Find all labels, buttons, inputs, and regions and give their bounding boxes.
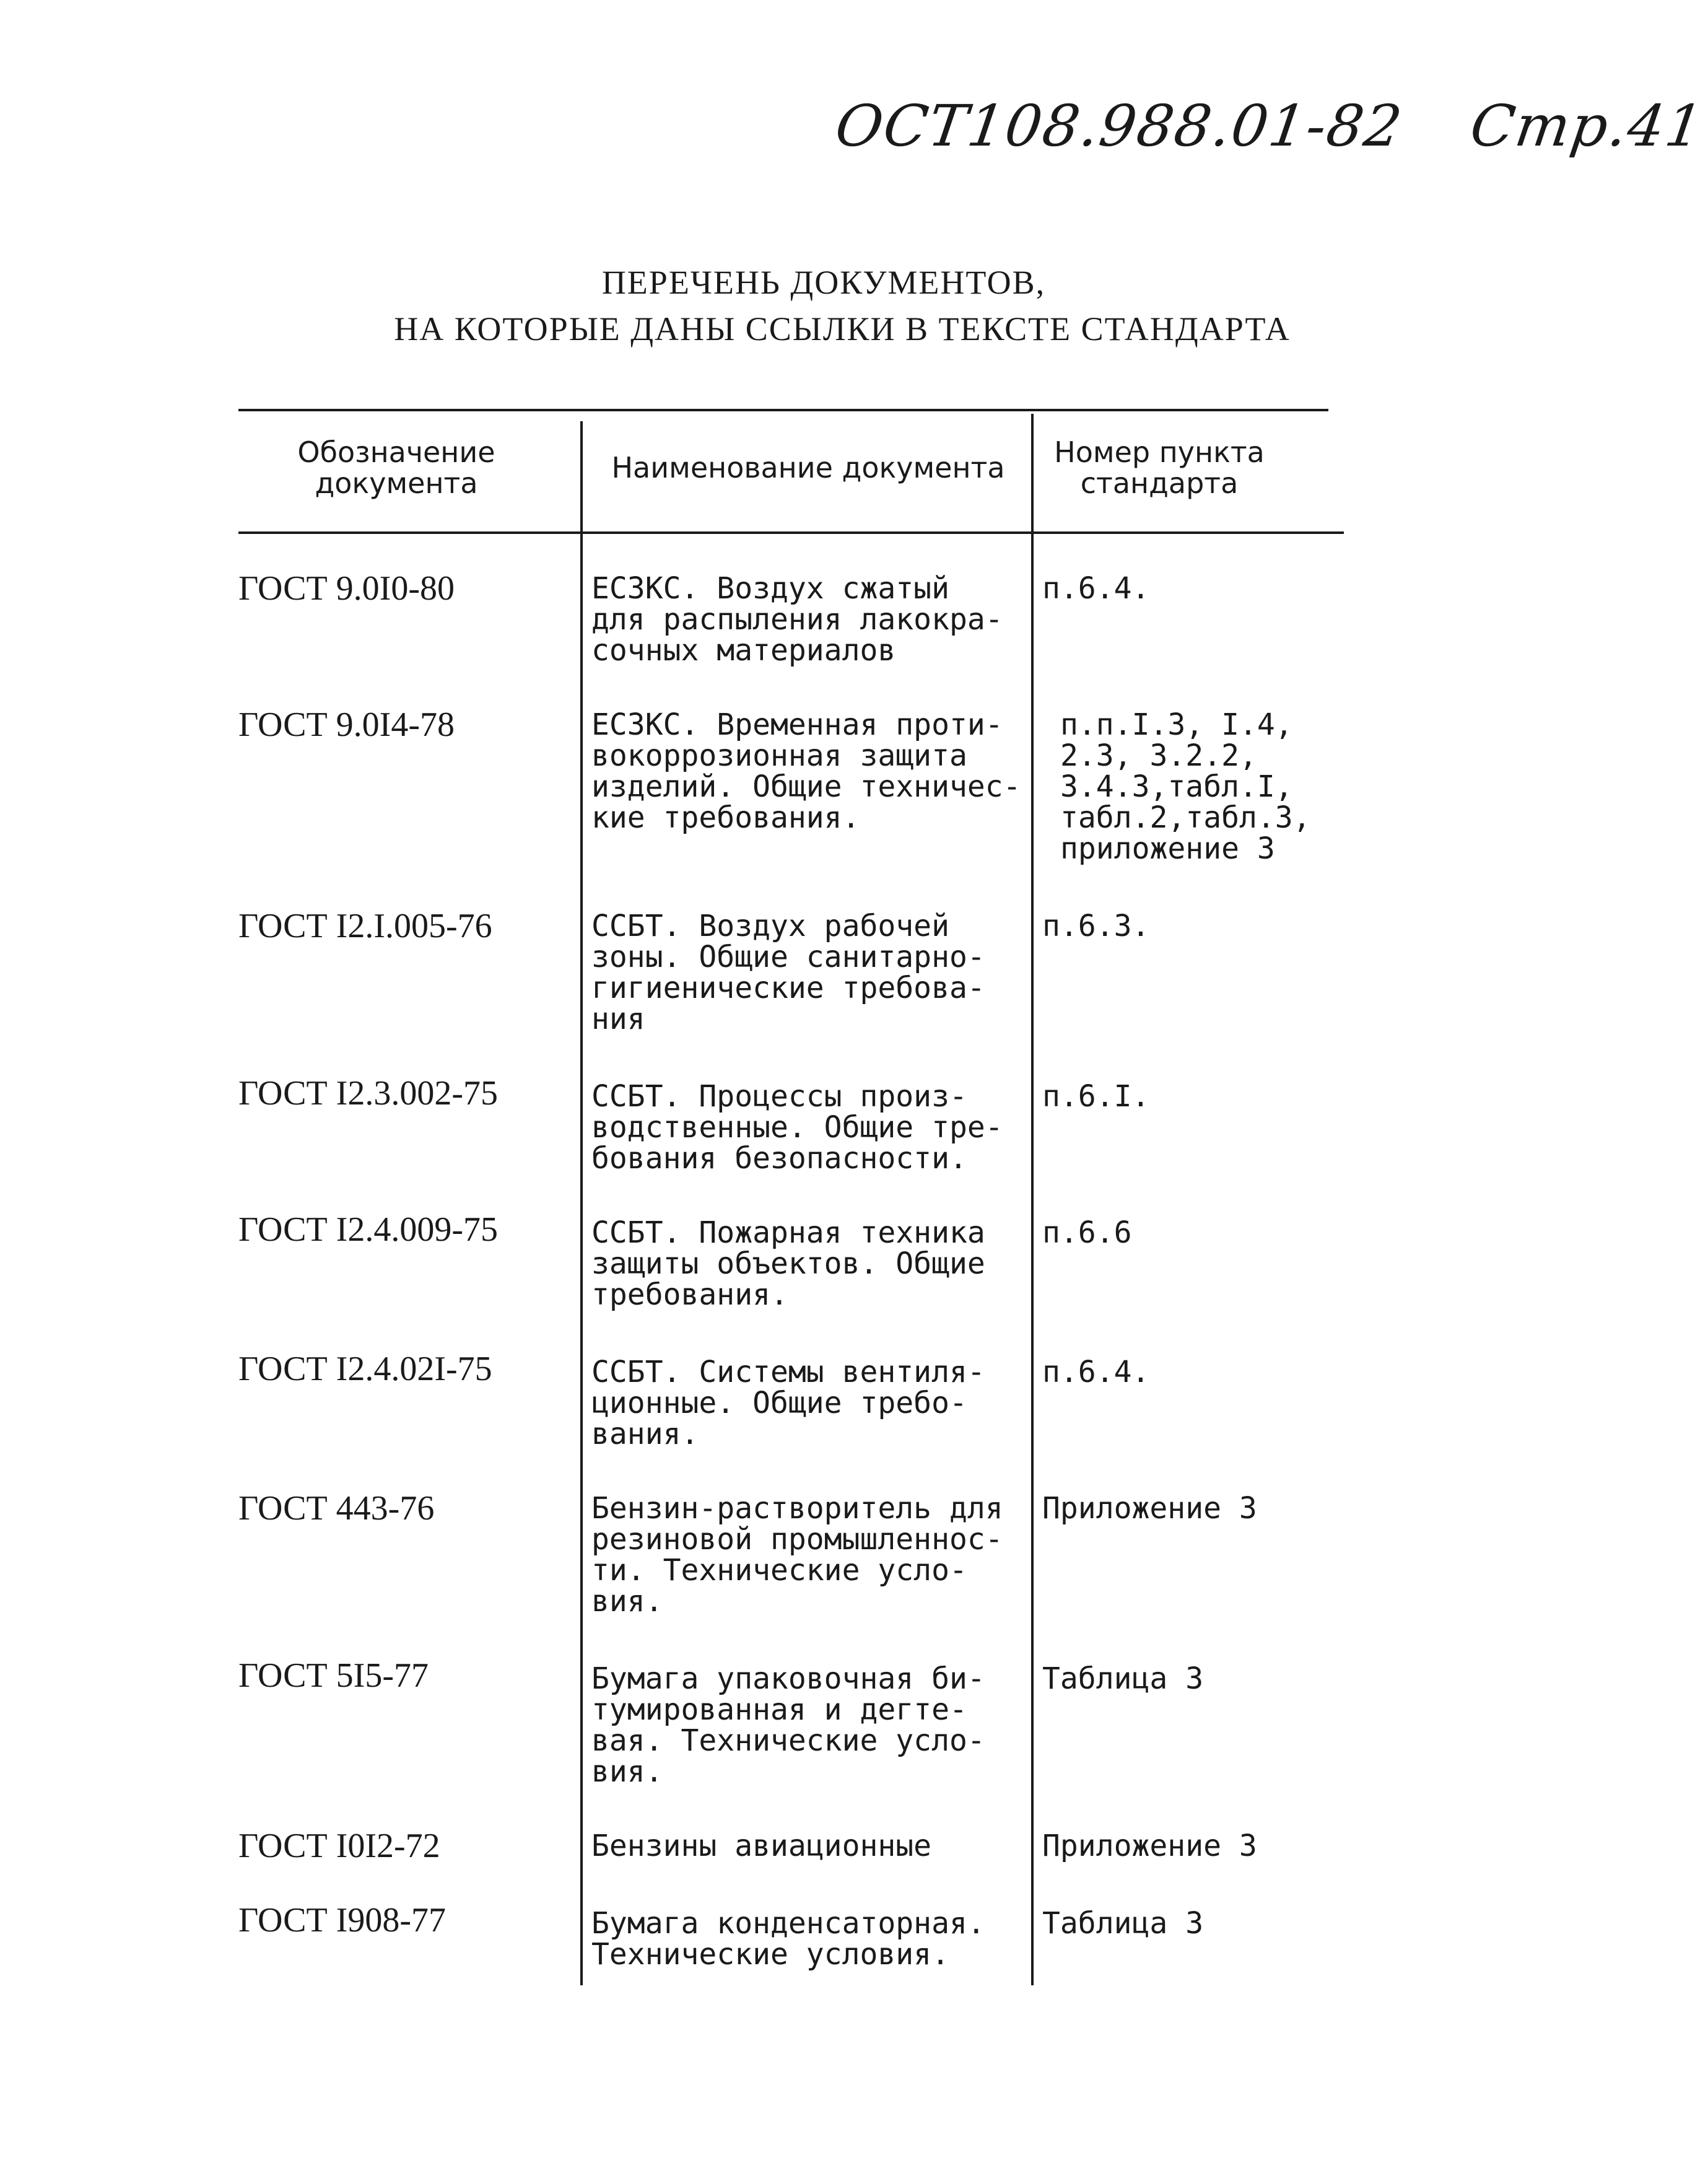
row-6-designation: ГОСТ I2.4.02I-75 xyxy=(238,1350,492,1388)
column-header-name: Наименование документа xyxy=(611,451,1005,484)
row-2-designation: ГОСТ 9.0I4-78 xyxy=(238,706,455,744)
row-1-name: ЕСЗКС. Воздух сжатый для распыления лакокра- сочных материалов xyxy=(591,571,1003,668)
row-7-designation: ГОСТ 443-76 xyxy=(238,1489,435,1528)
sheet-number: Стр.41 xyxy=(1466,93,1708,159)
document-header xyxy=(831,93,1708,159)
row-4-clause: п.6.I. xyxy=(1042,1079,1150,1114)
row-5-designation: ГОСТ I2.4.009-75 xyxy=(238,1210,498,1249)
row-10-name: Бумага конденсаторная. Технические условия. xyxy=(591,1906,985,1972)
table-top-rule xyxy=(238,409,1328,411)
row-3-designation: ГОСТ I2.I.005-76 xyxy=(238,907,492,945)
row-5-name: ССБТ. Пожарная техника защиты объектов. Общие требования. xyxy=(591,1215,985,1312)
row-9-clause: Приложение 3 xyxy=(1042,1829,1257,1863)
row-4-name: ССБТ. Процессы произ- водственные. Общие тре- бования безопасности. xyxy=(591,1079,1003,1176)
row-8-name: Бумага упаковочная би- тумированная и дегте- вая. Технические усло- вия. xyxy=(591,1661,985,1789)
column-divider-2 xyxy=(1031,414,1034,1985)
row-3-clause: п.6.3. xyxy=(1042,909,1150,943)
row-3-name: ССБТ. Воздух рабочей зоны. Общие санитарно- гигиенические требова- ния xyxy=(591,909,985,1036)
row-10-designation: ГОСТ I908-77 xyxy=(238,1901,446,1939)
row-1-clause: п.6.4. xyxy=(1042,571,1150,606)
row-2-name: ЕСЗКС. Временная проти- вокоррозионная защита изделий. Общие техничес- кие требования. xyxy=(591,707,1021,835)
column-header-designation: Обозначение документа xyxy=(297,435,495,500)
document-number: ОСТ108.988.01-82 xyxy=(831,93,1407,159)
row-7-clause: Приложение 3 xyxy=(1042,1491,1257,1526)
row-7-name: Бензин-растворитель для резиновой промышленнос- ти. Технические усло- вия. xyxy=(591,1491,1003,1619)
row-6-name: ССБТ. Системы вентиля- ционные. Общие требо- вания. xyxy=(591,1355,985,1451)
page-title-line-1: ПЕРЕЧЕНЬ ДОКУМЕНТОВ, xyxy=(601,264,1046,301)
row-6-clause: п.6.4. xyxy=(1042,1355,1150,1389)
row-10-clause: Таблица 3 xyxy=(1042,1906,1204,1941)
row-1-designation: ГОСТ 9.0I0-80 xyxy=(238,569,455,608)
table-header-rule xyxy=(238,531,1344,534)
column-divider-1 xyxy=(580,421,583,1985)
page-title-line-2: НА КОТОРЫЕ ДАНЫ ССЫЛКИ В ТЕКСТЕ СТАНДАРТА xyxy=(394,310,1291,348)
row-8-designation: ГОСТ 5I5-77 xyxy=(238,1656,429,1695)
row-4-designation: ГОСТ I2.3.002-75 xyxy=(238,1074,498,1113)
row-8-clause: Таблица 3 xyxy=(1042,1661,1204,1696)
row-2-clause: п.п.I.3, I.4, 2.3, 3.2.2, 3.4.3,табл.I, табл.2,табл.3, приложение 3 xyxy=(1060,707,1311,866)
column-header-clause: Номер пункта стандарта xyxy=(1054,435,1265,500)
row-5-clause: п.6.6 xyxy=(1042,1215,1132,1250)
row-9-designation: ГОСТ I0I2-72 xyxy=(238,1827,440,1865)
row-9-name: Бензины авиационные xyxy=(591,1829,932,1863)
